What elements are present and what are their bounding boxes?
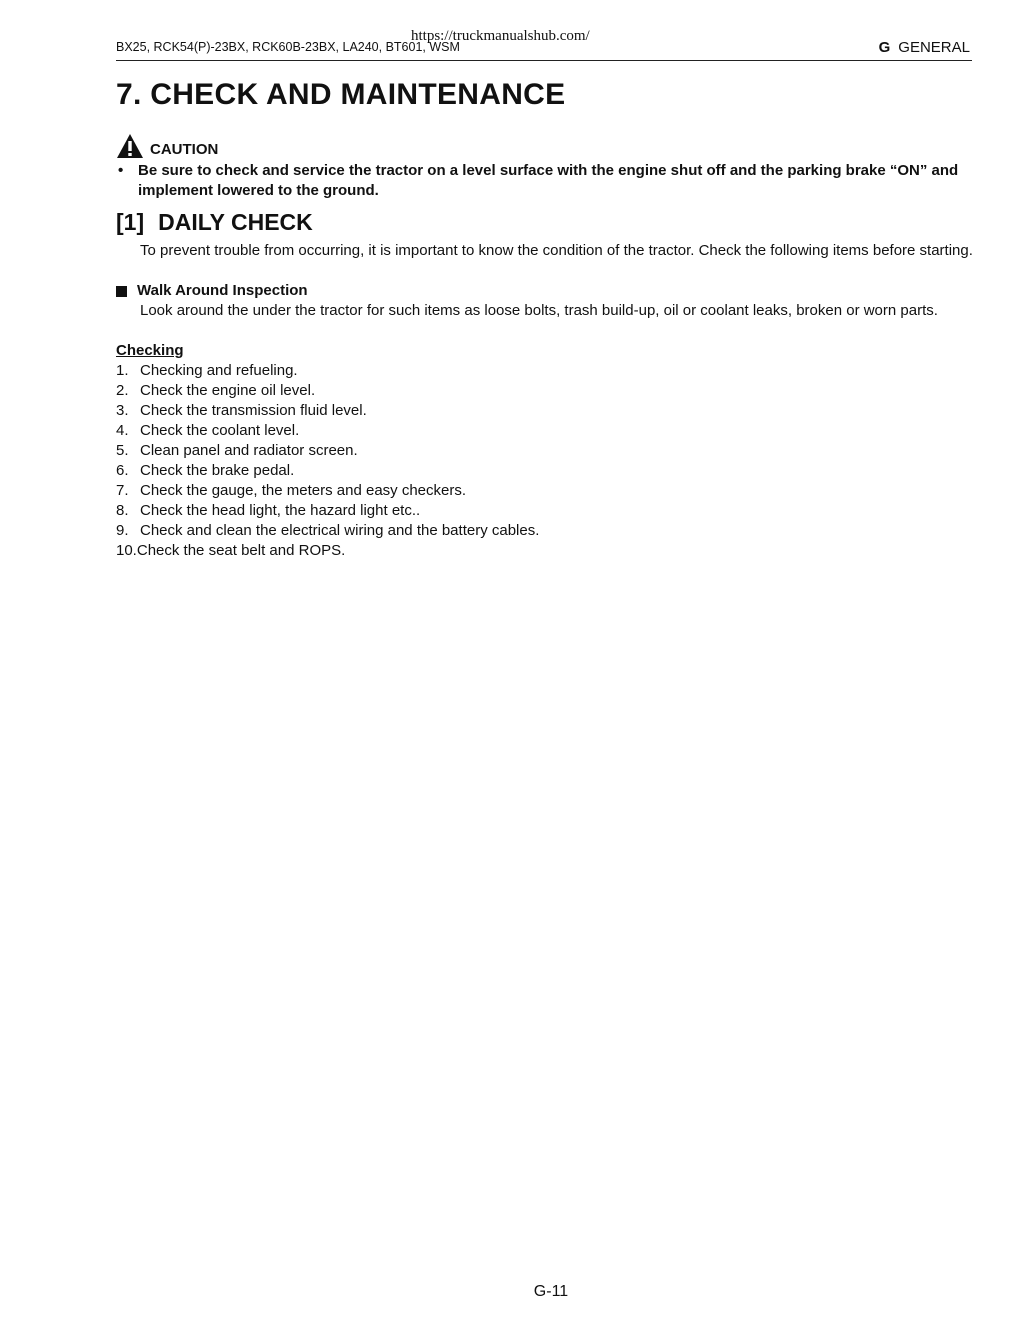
checking-item: 2. Check the engine oil level. xyxy=(116,382,316,399)
page-header xyxy=(116,40,972,61)
checking-item: 5. Clean panel and radiator screen. xyxy=(116,442,358,459)
header-models: BX25, RCK54(P)-23BX, RCK60B-23BX, LA240, BT601, WSM xyxy=(116,40,460,54)
section-number: [1] xyxy=(116,209,145,235)
checking-heading: Checking xyxy=(116,342,184,359)
warning-triangle-icon xyxy=(116,133,144,159)
watermark-url: https://truckmanualshub.com/ xyxy=(411,28,590,44)
header-section xyxy=(879,39,970,56)
intro-paragraph xyxy=(116,241,976,261)
checking-item: 9. Check and clean the electrical wiring and the battery cables. xyxy=(116,522,540,539)
walk-around-text: Look around the under the tractor for such items as loose bolts, trash build-up, oil or coolant leaks, broken or worn parts. xyxy=(140,302,938,319)
checking-item: 3. Check the transmission fluid level. xyxy=(116,402,367,419)
caution-label: CAUTION xyxy=(150,141,219,158)
checking-item: 10.Check the seat belt and ROPS. xyxy=(116,542,346,559)
caution-bullet: • xyxy=(118,162,124,179)
page-title: 7. CHECK AND MAINTENANCE xyxy=(116,78,566,111)
square-bullet-icon xyxy=(116,286,127,297)
section-heading xyxy=(116,209,313,236)
checking-list xyxy=(116,361,539,561)
checking-item: 6. Check the brake pedal. xyxy=(116,462,295,479)
section-title: DAILY CHECK xyxy=(158,209,313,235)
walk-around-title: Walk Around Inspection xyxy=(137,282,308,299)
header-section-name: GENERAL xyxy=(898,39,970,56)
checking-item: 4. Check the coolant level. xyxy=(116,422,300,439)
caution-text-block xyxy=(116,161,976,201)
caution-text: Be sure to check and service the tractor on a level surface with the engine shut off and the parking brake “ON” and implement lowered to the ground. xyxy=(138,162,959,199)
walk-around-heading xyxy=(116,281,308,301)
checking-item: 7. Check the gauge, the meters and easy checkers. xyxy=(116,482,467,499)
intro-text: To prevent trouble from occurring, it is important to know the condition of the tractor. Check the following items before starting. xyxy=(140,242,973,259)
checking-item: 1. Checking and refueling. xyxy=(116,362,298,379)
header-section-letter: G xyxy=(878,39,891,56)
caution-heading xyxy=(116,133,218,159)
checking-item: 8. Check the head light, the hazard light etc.. xyxy=(116,502,421,519)
page-number: G-11 xyxy=(533,1283,569,1300)
walk-around-paragraph xyxy=(116,301,976,321)
